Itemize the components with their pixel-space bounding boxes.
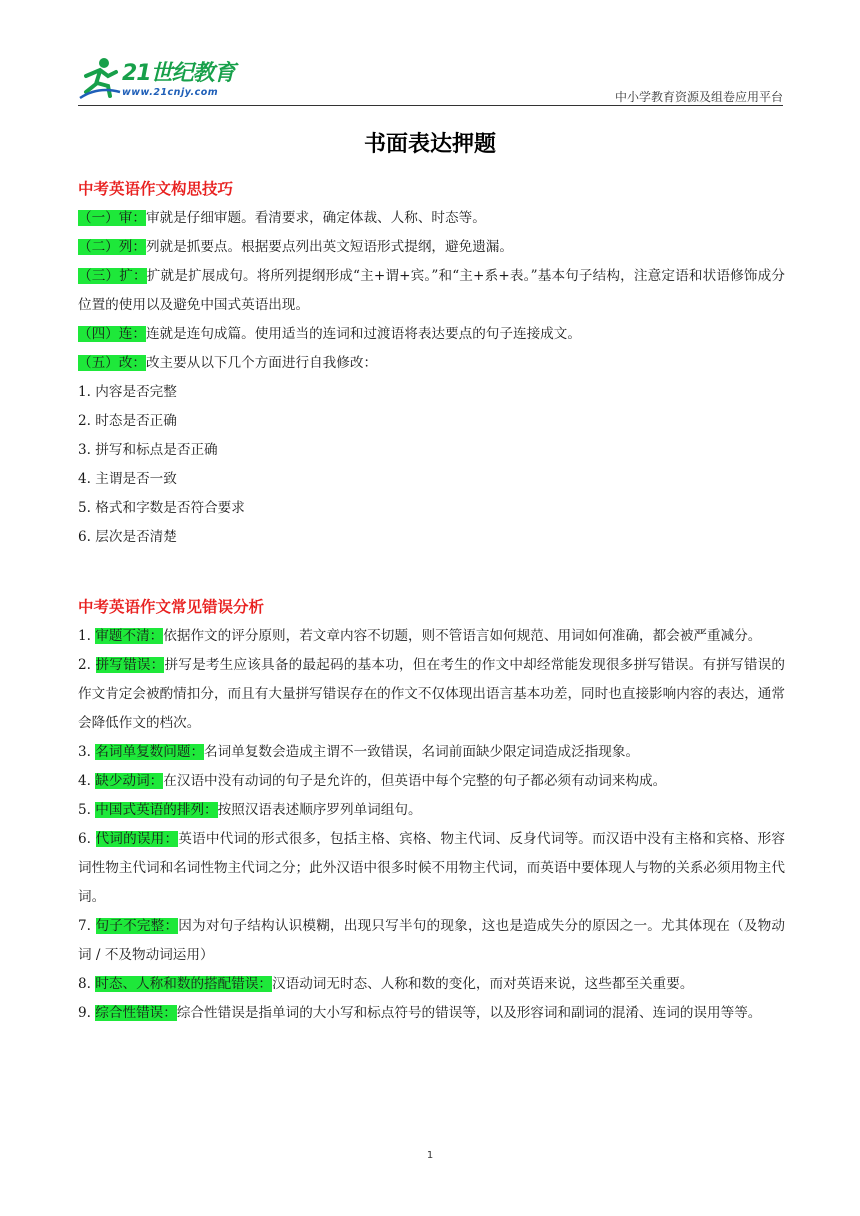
check-item: 5. 格式和字数是否符合要求	[78, 500, 245, 516]
error-text: 依据作文的评分原则，若文章内容不切题，则不管语言如何规范、用词如何准确，都会被严重减分。	[163, 628, 762, 644]
logo-url: www.21cnjy.com	[122, 87, 219, 98]
error-label: 中国式英语的排列：	[95, 802, 218, 818]
step-text: 扩就是扩展成句。将所列提纲形成“主+谓+宾。”和“主+系+表。”基本句子结构，注意定语和状语修饰成分位置的使用以及避免中国式英语出现。	[78, 268, 785, 313]
error-text: 因为对句子结构认识模糊，出现只写半句的现象，这也是造成失分的原因之一。尤其体现在（及物动词 / 不及物动词运用）	[78, 918, 786, 963]
step-item	[78, 204, 785, 233]
step-text: 改主要从以下几个方面进行自我修改：	[145, 355, 378, 371]
error-text: 英语中代词的形式很多，包括主格、宾格、物主代词、反身代词等。而汉语中没有主格和宾格、形容词性物主代词和名词性物主代词之分；此外汉语中很多时候不用物主代词，而英语中要体现人与物的关系必须用物主代词。	[78, 831, 786, 905]
step-item	[78, 262, 785, 320]
step-text: 审就是仔细审题。看清要求，确定体裁、人称、时态等。	[145, 210, 486, 226]
step-label: （一）审：	[78, 210, 146, 226]
page-title: 书面表达押题	[363, 132, 496, 157]
error-text: 名词单复数会造成主谓不一致错误，名词前面缺少限定词造成泛指现象。	[204, 744, 640, 760]
step-item	[78, 320, 785, 349]
error-item	[78, 651, 785, 738]
error-label: 综合性错误：	[95, 1005, 177, 1021]
platform-name: 中小学教育资源及组卷应用平台	[614, 90, 783, 104]
error-label: 拼写错误：	[95, 657, 165, 673]
item-number: 1.	[78, 628, 96, 644]
item-number: 3.	[78, 744, 96, 760]
runner-logo-icon	[78, 56, 122, 100]
techniques-content	[78, 204, 785, 552]
item-number: 7.	[78, 918, 96, 934]
check-item: 1. 内容是否完整	[78, 384, 177, 400]
logo-text: 21世纪教育	[122, 61, 235, 86]
error-item	[78, 970, 785, 999]
error-label: 名词单复数问题：	[95, 744, 205, 760]
error-item	[78, 999, 785, 1028]
error-label: 代词的误用：	[95, 831, 179, 847]
item-number: 4.	[78, 773, 96, 789]
page-number: 1	[426, 1150, 434, 1161]
error-label: 缺少动词：	[95, 773, 164, 789]
page-header	[78, 52, 783, 106]
error-item	[78, 796, 785, 825]
step-text: 连就是连句成篇。使用适当的连词和过渡语将表达要点的句子连接成文。	[145, 326, 581, 342]
step-item	[78, 349, 785, 378]
error-text: 拼写是考生应该具备的最起码的基本功，但在考生的作文中却经常能发现很多拼写错误。有拼写错误的作文肯定会被酌情扣分，而且有大量拼写错误存在的作文不仅体现出语言基本功差，同时也直接影响内容的表达，通常会降低作文的档次。	[78, 657, 786, 731]
step-item	[78, 233, 785, 262]
step-label: （三）扩：	[78, 268, 147, 284]
error-item	[78, 825, 785, 912]
error-label: 时态、人称和数的搭配错误：	[95, 976, 273, 992]
error-text: 综合性错误是指单词的大小写和标点符号的错误等，以及形容词和副词的混淆、连词的误用等等。	[176, 1005, 762, 1021]
section-heading-techniques: 中考英语作文构思技巧	[78, 180, 234, 198]
step-text: 列就是抓要点。根据要点列出英文短语形式提纲，避免遗漏。	[145, 239, 513, 255]
item-number: 9.	[78, 1005, 96, 1021]
error-item	[78, 912, 785, 970]
item-number: 2.	[78, 657, 96, 673]
header-divider	[78, 105, 783, 106]
check-item: 3. 拼写和标点是否正确	[78, 442, 218, 458]
item-number: 6.	[78, 831, 96, 847]
item-number: 5.	[78, 802, 96, 818]
logo	[78, 52, 248, 106]
error-text: 按照汉语表述顺序罗列单词组句。	[217, 802, 422, 818]
error-text: 汉语动词无时态、人称和数的变化，而对英语来说，这些都至关重要。	[272, 976, 694, 992]
step-label: （四）连：	[78, 326, 146, 342]
error-label: 审题不清：	[95, 628, 164, 644]
error-text: 在汉语中没有动词的句子是允许的，但英语中每个完整的句子都必须有动词来构成。	[163, 773, 667, 789]
item-number: 8.	[78, 976, 96, 992]
error-item	[78, 622, 785, 651]
errors-content	[78, 622, 785, 1028]
error-item	[78, 767, 785, 796]
check-item: 2. 时态是否正确	[78, 413, 177, 429]
error-label: 句子不完整：	[95, 918, 179, 934]
step-label: （五）改：	[78, 355, 146, 371]
check-item: 6. 层次是否清楚	[78, 529, 177, 545]
error-item	[78, 738, 785, 767]
section-heading-errors: 中考英语作文常见错误分析	[78, 598, 265, 616]
step-label: （二）列：	[78, 239, 146, 255]
check-item: 4. 主谓是否一致	[78, 471, 177, 487]
